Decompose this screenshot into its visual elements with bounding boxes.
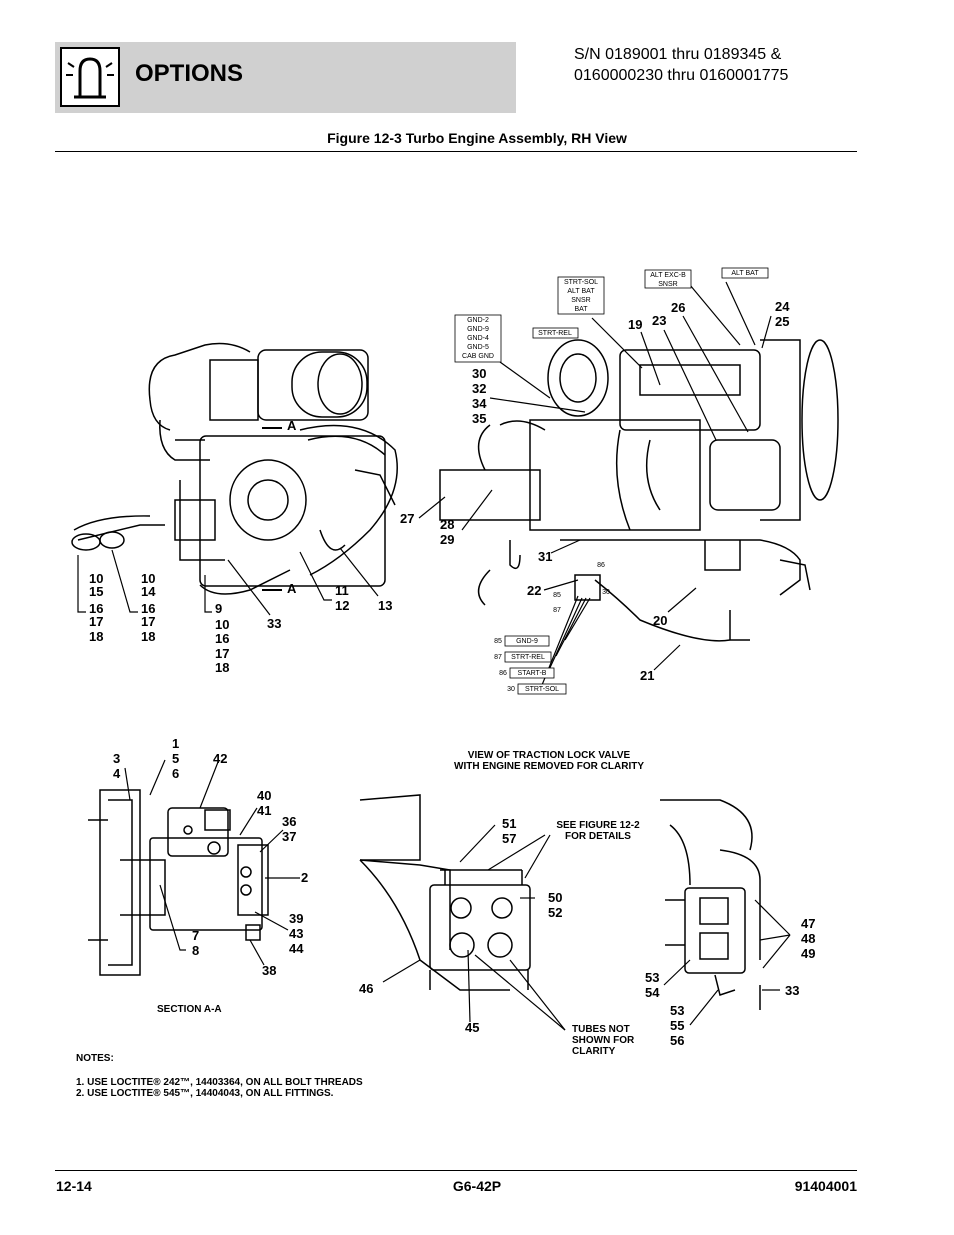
svg-text:28: 28 xyxy=(440,517,455,532)
callout-31: 31 xyxy=(538,549,553,564)
svg-text:10: 10 xyxy=(215,617,230,632)
serial-line-1: S/N 0189001 thru 0189345 & xyxy=(574,46,782,63)
doc-number: 91404001 xyxy=(794,1178,857,1194)
callout-23: 23 xyxy=(652,313,667,328)
svg-text:18: 18 xyxy=(89,629,104,644)
svg-text:52: 52 xyxy=(548,905,563,920)
callout-42: 42 xyxy=(213,751,228,766)
callout-20: 20 xyxy=(653,613,668,628)
strt-sol-tag-1: STRT-SOL xyxy=(563,279,599,286)
svg-text:16: 16 xyxy=(89,601,104,616)
svg-text:15: 15 xyxy=(89,584,104,599)
svg-text:6: 6 xyxy=(172,766,180,781)
serial-line-2: 0160000230 thru 0160001775 xyxy=(574,67,789,84)
tubes-note-2: SHOWN FOR xyxy=(572,1035,635,1046)
relay-wire-label-3: START-B xyxy=(517,670,547,677)
strt-rel-tag: STRT-REL xyxy=(538,330,572,337)
tubes-note-1: TUBES NOT xyxy=(572,1024,630,1035)
callout-53-54 xyxy=(645,970,660,1000)
svg-text:35: 35 xyxy=(472,411,487,426)
callout-30 xyxy=(472,366,487,426)
svg-text:39: 39 xyxy=(289,911,304,926)
section-marker-bottom: A xyxy=(287,581,297,596)
svg-text:25: 25 xyxy=(775,314,790,329)
callout-46: 46 xyxy=(359,981,374,996)
callout-38: 38 xyxy=(262,963,277,978)
callout-13: 13 xyxy=(378,598,393,613)
relay-pin-86: 86 xyxy=(597,562,605,569)
relay-wire-pin-2: 87 xyxy=(494,654,502,661)
section-aa-drawing xyxy=(88,790,268,975)
svg-text:17: 17 xyxy=(215,646,230,661)
callout-26: 26 xyxy=(671,300,686,315)
svg-text:17: 17 xyxy=(89,614,104,629)
gnd-tag-5: CAB GND xyxy=(462,353,494,360)
callout-3 xyxy=(113,751,121,781)
svg-text:48: 48 xyxy=(801,931,816,946)
relay-wire-label-2: STRT-REL xyxy=(511,654,545,661)
svg-text:16: 16 xyxy=(215,631,230,646)
callout-7 xyxy=(192,928,199,958)
callout-19: 19 xyxy=(628,317,643,332)
relay-wire-label-4: STRT-SOL xyxy=(524,686,560,693)
relay-wire-pin-4: 30 xyxy=(507,686,515,693)
relay-wire-pin-3: 86 xyxy=(499,670,507,677)
callout-36 xyxy=(282,814,296,844)
svg-text:36: 36 xyxy=(282,814,297,829)
svg-text:1: 1 xyxy=(172,736,180,751)
svg-text:47: 47 xyxy=(801,916,816,931)
note-1: 1. USE LOCTITE® 242™, 14403364, ON ALL BOLT THREADS xyxy=(76,1077,363,1088)
relay-pin-85: 85 xyxy=(553,592,561,599)
page-number: 12-14 xyxy=(56,1178,92,1194)
callout-10-14 xyxy=(141,571,156,644)
strt-sol-tag-2: ALT BAT xyxy=(567,288,595,295)
svg-text:53: 53 xyxy=(645,970,660,985)
svg-text:30: 30 xyxy=(472,366,487,381)
svg-text:10: 10 xyxy=(89,571,104,586)
svg-text:51: 51 xyxy=(502,816,517,831)
svg-text:12: 12 xyxy=(335,598,350,613)
gnd-tag-3: GND-4 xyxy=(467,335,489,342)
svg-text:56: 56 xyxy=(670,1033,685,1048)
traction-caption-1: VIEW OF TRACTION LOCK VALVE xyxy=(467,750,631,761)
callout-33-right: 33 xyxy=(785,983,800,998)
svg-text:34: 34 xyxy=(472,396,487,411)
svg-text:57: 57 xyxy=(502,831,517,846)
relay-wire-label-1: GND-9 xyxy=(516,638,538,645)
svg-text:37: 37 xyxy=(282,829,297,844)
svg-text:18: 18 xyxy=(215,660,230,675)
callout-53-55 xyxy=(670,1003,684,1048)
svg-text:54: 54 xyxy=(645,985,660,1000)
see-figure-line-2: FOR DETAILS xyxy=(565,831,631,842)
traction-caption-2: WITH ENGINE REMOVED FOR CLARITY xyxy=(454,761,644,772)
tubes-note-3: CLARITY xyxy=(572,1046,616,1057)
gnd-tag-1: GND-2 xyxy=(467,317,489,324)
callout-1 xyxy=(172,736,179,781)
relay-pin-87: 87 xyxy=(553,607,561,614)
svg-text:9: 9 xyxy=(215,601,223,616)
callout-47 xyxy=(801,916,815,961)
svg-text:32: 32 xyxy=(472,381,487,396)
svg-text:16: 16 xyxy=(141,601,156,616)
alt-exc-tag-1: ALT EXC-B xyxy=(650,272,686,279)
strt-sol-tag-4: BAT xyxy=(574,306,588,313)
callout-50 xyxy=(548,890,562,920)
callout-10-15 xyxy=(89,571,103,644)
svg-text:14: 14 xyxy=(141,584,156,599)
notes-heading: NOTES: xyxy=(76,1053,114,1064)
svg-text:44: 44 xyxy=(289,941,304,956)
gnd-tag-2: GND-9 xyxy=(467,326,489,333)
callout-33-left: 33 xyxy=(267,616,282,631)
svg-text:49: 49 xyxy=(801,946,816,961)
callout-22: 22 xyxy=(527,583,542,598)
svg-text:3: 3 xyxy=(113,751,121,766)
svg-text:50: 50 xyxy=(548,890,563,905)
callout-2: 2 xyxy=(301,870,309,885)
gnd-tag-4: GND-5 xyxy=(467,344,489,351)
callout-9 xyxy=(215,601,229,675)
callout-11 xyxy=(335,583,349,613)
figure-title: Figure 12-3 Turbo Engine Assembly, RH View xyxy=(327,130,627,146)
svg-text:8: 8 xyxy=(192,943,200,958)
alt-bat-tag: ALT BAT xyxy=(731,270,759,277)
callout-51 xyxy=(502,816,516,846)
svg-text:53: 53 xyxy=(670,1003,685,1018)
section-title: OPTIONS xyxy=(135,60,244,87)
engine-right-view xyxy=(440,340,838,641)
engine-left-view xyxy=(72,344,397,594)
callout-24 xyxy=(775,299,790,329)
section-marker-top: A xyxy=(287,418,297,433)
see-figure-line-1: SEE FIGURE 12-2 xyxy=(556,820,640,831)
note-2: 2. USE LOCTITE® 545™, 14404043, ON ALL FITTINGS. xyxy=(76,1088,334,1099)
svg-text:10: 10 xyxy=(141,571,156,586)
svg-text:55: 55 xyxy=(670,1018,685,1033)
svg-text:11: 11 xyxy=(335,583,349,598)
svg-text:17: 17 xyxy=(141,614,156,629)
svg-text:41: 41 xyxy=(257,803,272,818)
footer-rule xyxy=(55,1170,857,1171)
svg-text:43: 43 xyxy=(289,926,304,941)
svg-text:7: 7 xyxy=(192,928,200,943)
section-aa-label: SECTION A-A xyxy=(157,1004,222,1015)
callout-21: 21 xyxy=(640,668,655,683)
svg-text:29: 29 xyxy=(440,532,455,547)
callout-39 xyxy=(289,911,304,956)
svg-text:5: 5 xyxy=(172,751,180,766)
relay-wire-pin-1: 85 xyxy=(494,638,502,645)
strt-sol-tag-3: SNSR xyxy=(571,297,591,304)
svg-text:24: 24 xyxy=(775,299,790,314)
callout-27: 27 xyxy=(400,511,415,526)
callout-28 xyxy=(440,517,454,547)
svg-text:40: 40 xyxy=(257,788,272,803)
svg-text:4: 4 xyxy=(113,766,121,781)
svg-text:18: 18 xyxy=(141,629,156,644)
relay-pin-30: 30 xyxy=(602,589,610,596)
alt-exc-tag-2: SNSR xyxy=(658,281,678,288)
callout-40 xyxy=(257,788,271,818)
model-number: G6-42P xyxy=(452,1178,502,1194)
callout-45: 45 xyxy=(465,1020,480,1035)
